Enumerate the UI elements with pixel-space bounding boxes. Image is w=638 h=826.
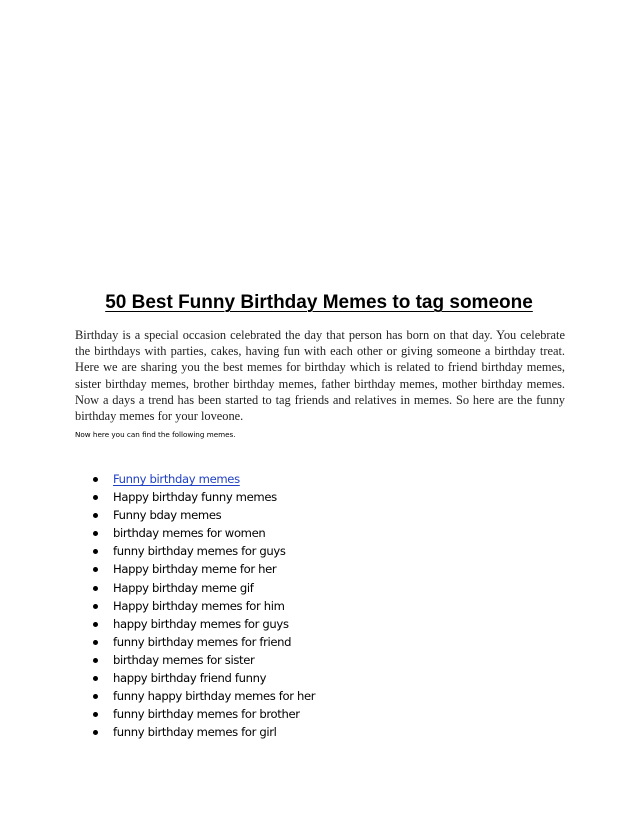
bullet-icon [93,567,98,572]
list-item-label: Happy birthday meme gif [113,580,254,595]
list-item-label: funny birthday memes for friend [113,634,292,649]
list-item-label: Happy birthday memes for him [113,598,285,613]
list-item-label: happy birthday memes for guys [113,616,289,631]
list-item [0,687,638,705]
bullet-icon [93,531,98,536]
list-item [0,579,638,597]
bullet-icon [93,495,98,500]
bullet-icon [93,477,98,482]
list-item [0,560,638,578]
list-item [0,488,638,506]
note-text: Now here you can find the following memes. [75,430,236,439]
list-item [0,633,638,651]
bullet-icon [93,676,98,681]
list-item [0,651,638,669]
list-item [0,615,638,633]
list-item-label: birthday memes for women [113,526,266,541]
list-item [0,705,638,723]
list-item [0,597,638,615]
bullet-icon [93,622,98,627]
list-item [0,506,638,524]
list-item[interactable] [0,470,638,488]
bullet-icon [93,586,98,591]
list-item [0,723,638,741]
list-item-label: funny birthday memes for guys [113,544,286,559]
bullet-icon [93,604,98,609]
intro-paragraph: Birthday is a special occasion celebrated the day that person has born on that day. You celebrate the birthdays with parties, cakes, having fun with each other or giving someone a birthday treat. Here we are sharing you the best memes for birthday which is related to friend birthday memes, sister birthday memes, brother birthday memes, father birthday memes, mother birthday memes. Now a days a trend has been started to tag friends and relatives in memes. So here are the funny birthday memes for your loveone. [75,328,565,424]
bullet-icon [93,513,98,518]
list-item [0,669,638,687]
list-item-label: funny birthday memes for brother [113,707,300,722]
list-item [0,542,638,560]
list-item [0,524,638,542]
list-item-label: happy birthday friend funny [113,671,267,686]
bullet-icon [93,640,98,645]
list-item-label: Happy birthday funny memes [113,490,277,505]
list-item-label: funny birthday memes for girl [113,725,277,740]
page-title: 50 Best Funny Birthday Memes to tag someone [105,292,533,313]
bullet-icon [93,712,98,717]
bullet-icon [93,730,98,735]
meme-list [0,470,638,741]
bullet-icon [93,694,98,699]
list-item-label: birthday memes for sister [113,652,255,667]
list-item-label: Funny bday memes [113,508,222,523]
bullet-icon [93,549,98,554]
list-item-link[interactable]: Funny birthday memes [113,472,240,486]
list-item-label: Happy birthday meme for her [113,562,277,577]
list-item-label: funny happy birthday memes for her [113,689,316,704]
bullet-icon [93,658,98,663]
